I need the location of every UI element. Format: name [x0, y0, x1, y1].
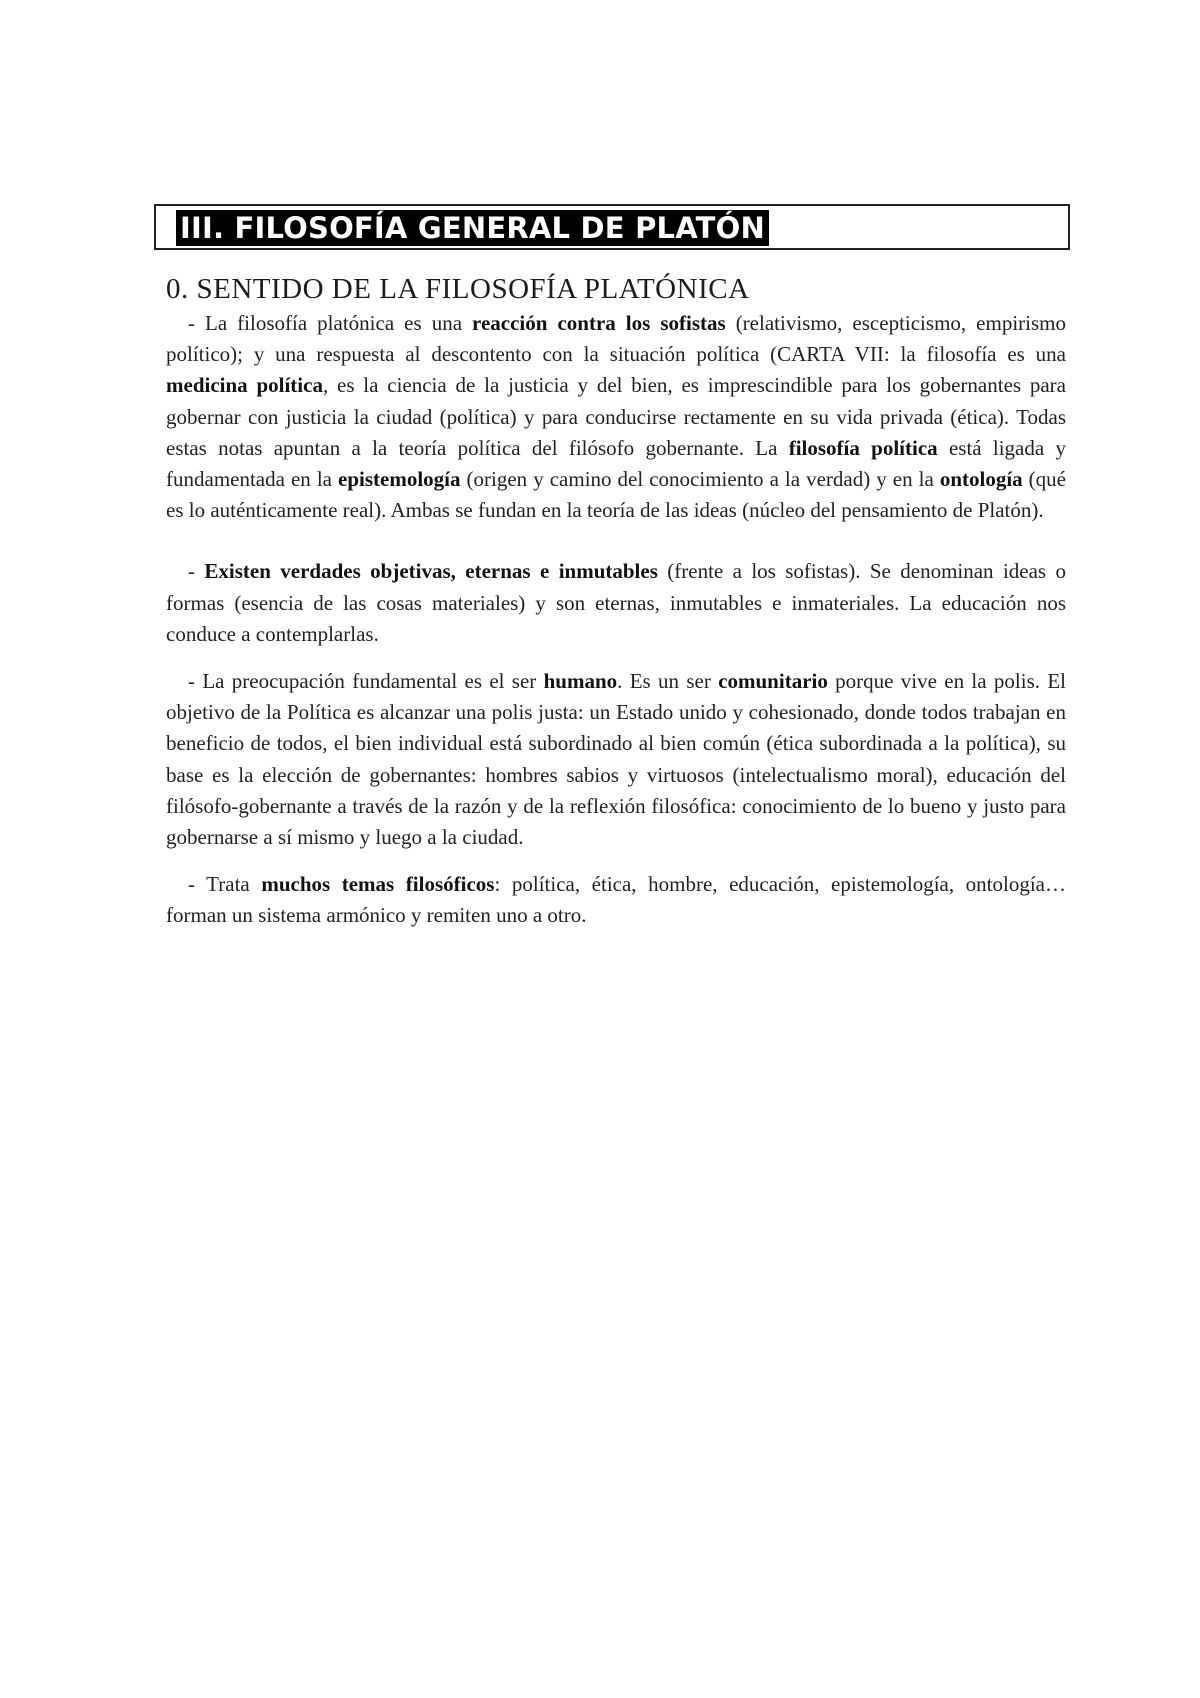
paragraph-text: (relativismo, escepticismo, empirismo político); y una respuesta al descontento con la situación política (CARTA VII: la filosofía es una: [166, 311, 1066, 367]
paragraph: [166, 308, 1066, 526]
paragraph-text: -: [188, 559, 205, 584]
paragraph-text: : política, ética, hombre, educación, epistemología, ontología… forman un sistema armónico y remiten uno a otro.: [166, 872, 1067, 928]
emphasis-text: filosofía política: [788, 435, 938, 460]
chapter-heading-box: [154, 204, 1070, 250]
paragraph: [166, 666, 1066, 853]
paragraph: [166, 869, 1066, 931]
emphasis-text: ontología: [939, 467, 1023, 492]
emphasis-text: humano: [543, 669, 618, 694]
paragraph-text: - Trata: [188, 872, 262, 897]
paragraph-text: (qué es lo auténticamente real). Ambas se fundan en la teoría de las ideas (núcleo del pensamiento de Platón).: [166, 467, 1066, 523]
emphasis-text: medicina política: [166, 373, 323, 398]
paragraph-text: (frente a los sofistas). Se denominan ideas o formas (esencia de las cosas materiales) y son eternas, inmutables e inmateriales. La educación nos conduce a contemplarlas.: [166, 559, 1066, 646]
paragraph-text: está ligada y fundamentada en la: [166, 435, 1066, 492]
document-page: [154, 204, 1074, 932]
paragraph-text: - La preocupación fundamental es el ser: [188, 669, 544, 694]
chapter-title: III. FILOSOFÍA GENERAL DE PLATÓN: [176, 210, 769, 246]
emphasis-text: Existen verdades objetivas, eternas e inmutables: [204, 559, 658, 584]
paragraph-text: (origen y camino del conocimiento a la verdad) y en la: [460, 467, 940, 492]
paragraph-text: , es la ciencia de la justicia y del bien, es imprescindible para los gobernantes para gobernar con justicia la ciudad (política) y para conducirse rectamente en su vida privada (ética). Todas estas notas apuntan a la teoría política del filósofo gobernante. La: [166, 373, 1066, 460]
emphasis-text: muchos temas filosóficos: [261, 872, 495, 897]
emphasis-text: epistemología: [338, 467, 461, 492]
paragraph-text: - La filosofía platónica es una: [188, 311, 473, 335]
emphasis-text: comunitario: [718, 669, 828, 694]
paragraph-text: . Es un ser: [617, 669, 719, 694]
paragraph-text: porque vive en la polis. El objetivo de la Política es alcanzar una polis justa: un Estado unido y cohesionado, donde todos trabajan en beneficio de todos, el bien individual está subordinado al bien común (ética subordinada a la política), su base es la elección de gobernantes: hombres sabios y virtuosos (intelectualismo moral), educación del filósofo-gobernante a través de la razón y de la reflexión filosófica: conocimiento de lo bueno y justo para gobernarse a sí mismo y luego a la ciudad.: [166, 669, 1066, 850]
section-title: 0. SENTIDO DE LA FILOSOFÍA PLATÓNICA: [166, 273, 750, 305]
emphasis-text: reacción contra los sofistas: [472, 311, 726, 335]
paragraph: [166, 556, 1066, 650]
